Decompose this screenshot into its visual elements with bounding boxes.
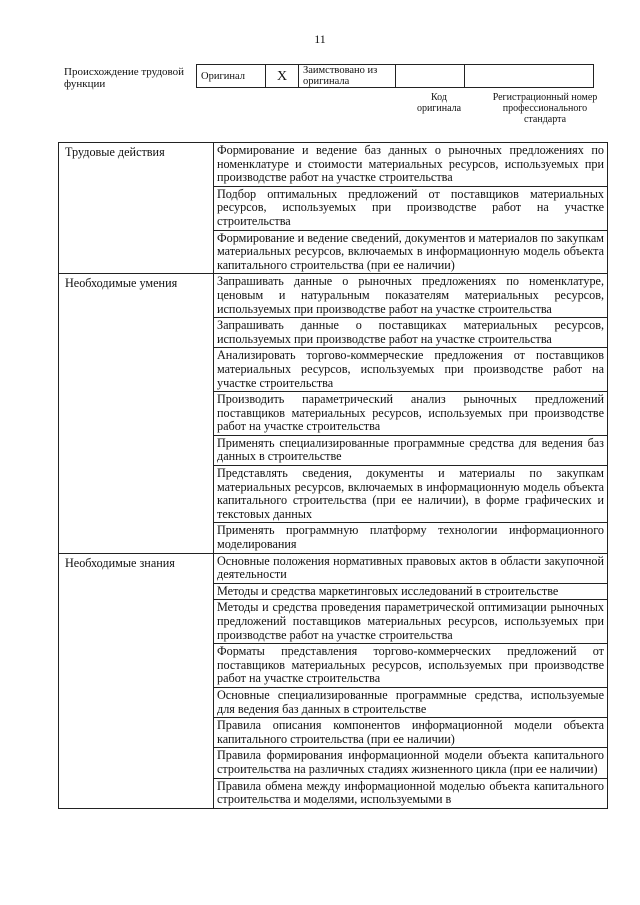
- section-title: Необходимые знания: [59, 553, 214, 808]
- table-row: [59, 553, 608, 583]
- list-item: Запрашивать данные о поставщиках материальных ресурсов, используемых при производстве работ на участке строительства: [214, 318, 608, 348]
- list-item: Запрашивать данные о рыночных предложениях по номенклатуре, ценовым и натуральным показателям материальных ресурсов, используемых при производстве работ на участке строительства: [214, 274, 608, 318]
- page-number: 11: [314, 32, 326, 46]
- list-item: Анализировать торгово-коммерческие предложения от поставщиков материальных ресурсов, используемых при производстве работ на участке строительства: [214, 348, 608, 392]
- list-item: Применять специализированные программные средства для ведения баз данных в строительстве: [214, 435, 608, 465]
- function-table: [58, 142, 608, 809]
- list-item: Правила формирования информационной модели объекта капитального строительства на различных стадиях жизненного цикла (при ее наличии): [214, 748, 608, 778]
- reg-number-caption: Регистрационный номер профессионального стандарта: [492, 92, 598, 125]
- original-mark: X: [266, 65, 299, 88]
- list-item: Формирование и ведение баз данных о рыночных предложениях по номенклатуре и стоимости материальных ресурсов, используемых при производстве работ на участке строительства: [214, 143, 608, 187]
- code-caption: Код оригинала: [416, 92, 462, 114]
- table-row: [59, 274, 608, 318]
- list-item: Представлять сведения, документы и материалы по закупкам материальных ресурсов, включаемых в информационную модель объекта капитального строительства (при ее наличии), в форме графических и текстовых данных: [214, 466, 608, 523]
- reg-number-cell: [465, 65, 594, 88]
- list-item: Методы и средства проведения параметрической оптимизации рыночных предложений поставщиков материальных ресурсов, используемых при производстве работ на участке строительства: [214, 600, 608, 644]
- table-row: [59, 143, 608, 187]
- code-cell: [396, 65, 465, 88]
- list-item: Форматы представления торгово-коммерческих предложений от поставщиков материальных ресурсов, используемых при производстве работ на участке строительства: [214, 644, 608, 688]
- borrowed-cell: Заимствовано из оригинала: [299, 65, 396, 88]
- origin-label: Происхождение трудовой функции: [64, 66, 185, 90]
- list-item: Применять программную платформу технологии информационного моделирования: [214, 523, 608, 553]
- origin-table: [196, 64, 594, 88]
- list-item: Основные положения нормативных правовых актов в области закупочной деятельности: [214, 553, 608, 583]
- list-item: Правила описания компонентов информационной модели объекта капитального строительства (при ее наличии): [214, 718, 608, 748]
- section-title: Необходимые умения: [59, 274, 214, 553]
- list-item: Формирование и ведение сведений, документов и материалов по закупкам материальных ресурсов, включаемых в информационную модель объекта капитального строительства (при ее наличии): [214, 230, 608, 274]
- list-item: Правила обмена между информационной моделью объекта капитального строительства и моделями, используемыми в: [214, 778, 608, 808]
- section-title: Трудовые действия: [59, 143, 214, 274]
- list-item: Подбор оптимальных предложений от поставщиков материальных ресурсов, используемых при производстве работ на участке строительства: [214, 186, 608, 230]
- original-cell: Оригинал: [197, 65, 266, 88]
- list-item: Основные специализированные программные средства, используемые для ведения баз данных в строительстве: [214, 687, 608, 717]
- list-item: Производить параметрический анализ рыночных предложений поставщиков материальных ресурсов, используемых при производстве работ на участке строительства: [214, 392, 608, 436]
- list-item: Методы и средства маркетинговых исследований в строительстве: [214, 583, 608, 600]
